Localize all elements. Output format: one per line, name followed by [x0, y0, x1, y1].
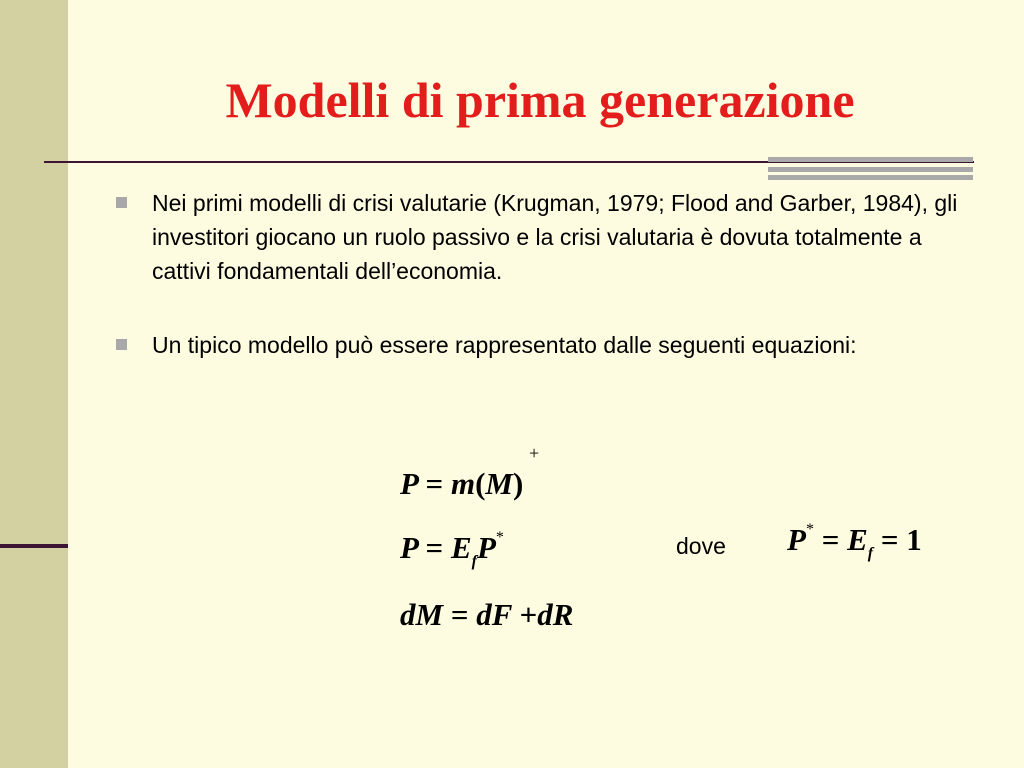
- positive-sign-marker: +: [529, 443, 540, 463]
- bullet-text: Un tipico modello può essere rappresentato dalle seguenti equazioni:: [152, 332, 857, 358]
- decor-bar-middle: [768, 167, 973, 172]
- bullet-item: [112, 328, 962, 362]
- equation-money-supply: dM = dF +dR: [400, 597, 574, 632]
- bullet-square-icon: [116, 339, 127, 350]
- left-decor-rule: [0, 544, 68, 548]
- decor-bar-top: [768, 157, 973, 162]
- bullet-text: Nei primi modelli di crisi valutarie (Krugman, 1979; Flood and Garber, 1984), gli investitori giocano un ruolo passivo e la crisi valutaria è dovuta totalmente a cattivi fondamentali dell’economia.: [152, 190, 958, 284]
- dove-label: dove: [676, 533, 726, 559]
- bullet-item: [112, 186, 962, 288]
- bullet-square-icon: [116, 197, 127, 208]
- equation-price-money: P = m(M): [400, 466, 524, 501]
- equation-foreign-price: $P^* = E_f = 1$: [787, 521, 922, 562]
- bullet-list: [112, 186, 962, 362]
- decor-bar-bottom: [768, 175, 973, 180]
- equation-price-exchange: $P = E_fP^*$: [400, 529, 504, 570]
- slide-title: Modelli di prima generazione: [225, 72, 855, 128]
